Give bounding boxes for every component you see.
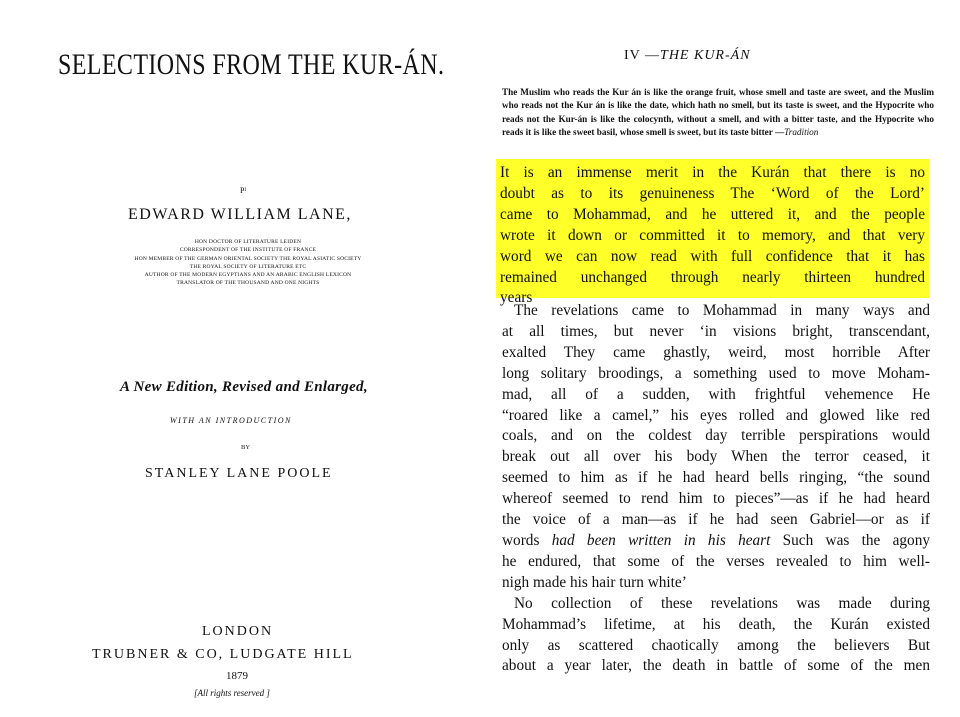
body-line: mad, all of a sudden, with frightful vehemence He: [502, 385, 930, 403]
highlight-line: remained unchanged through nearly thirteen hundred: [500, 268, 925, 286]
body-line: Mohammad’s lifetime, at his death, the Kurán existed: [502, 615, 930, 633]
body-line: the voice of a man—as if he had seen Gabriel—or as if: [502, 511, 930, 529]
publisher-name: TRUBNER & CO, LUDGATE HILL: [92, 647, 354, 662]
body-line: only as scattered chaotically among the believers But: [502, 636, 930, 654]
publication-year: 1879: [226, 670, 248, 682]
credential-line: THE ROYAL SOCIETY OF LITERATURE ETC: [189, 263, 307, 270]
credential-line: HON DOCTOR OF LITERATURE LEIDEN: [194, 239, 302, 245]
body-line: he endured, that some of the verses revealed to him well-: [502, 552, 930, 570]
rights-notice: [All rights reserved ]: [194, 688, 270, 698]
highlight-line: It is an immense merit in the Kurán that there is no: [500, 164, 925, 181]
quote-attribution: Tradition: [784, 127, 819, 138]
highlight-line: doubt as to its genuineness The ‘Word of the Lord’: [500, 184, 925, 202]
body-line: No collection of these revelations was made during: [514, 594, 930, 612]
body-line-with-italic: [502, 531, 930, 552]
edition-note: A New Edition, Revised and Enlarged,: [120, 379, 368, 395]
words-prefix: words: [502, 531, 552, 549]
body-line: nigh made his hair turn white’: [502, 573, 687, 591]
author-credentials: [108, 238, 388, 288]
credential-line: AUTHOR OF THE MODERN EGYPTIANS AND AN ARABIC ENGLISH LEXICON: [144, 272, 352, 279]
by-label-editor: BY: [241, 444, 251, 451]
quote-text: The Muslim who reads the Kur án is like the orange fruit, whose smell and taste are sweet, and the Muslim who reads not the Kur án is like the date, which hath no smell, but its taste is sweet, and the Hypocrite who reads not the Kur-án is like the colocynth, without a smell, and with a bitter taste, and the Hypocrite who reads it is like the sweet basil, whose smell is sweet, but its taste bitter —: [502, 87, 934, 138]
chapter-number: IV —: [624, 48, 661, 63]
body-line: The revelations came to Mohammad in many ways and: [514, 302, 930, 319]
body-line: exalted They came ghastly, weird, most horrible After: [502, 343, 930, 361]
publication-place: LONDON: [202, 624, 274, 639]
introduction-note: WITH AN INTRODUCTION: [170, 416, 292, 425]
after-italic: Such was the agony: [770, 531, 930, 549]
body-line: seemed to him as if he had heard bells ringing, “the sound: [502, 469, 930, 487]
text-page: [490, 0, 960, 717]
highlight-line: years: [500, 289, 533, 307]
book-title: SELECTIONS FROM THE KUR-ÁN.: [58, 48, 445, 81]
body-text: [502, 301, 930, 677]
credential-line: CORRESPONDENT OF THE INSTITUTE OF FRANCE: [179, 247, 317, 254]
highlight-line: came to Mohammad, and he uttered it, and the people: [500, 205, 925, 223]
highlight-line: word we can now read with full confidence that it has: [500, 247, 925, 265]
body-line: whereof seemed to rend him to pieces”—as if he had heard: [502, 490, 930, 508]
body-line: about a year later, the death in battle of some of the men: [502, 657, 930, 675]
italic-phrase: had been written in his heart: [551, 531, 771, 549]
credential-line: HON MEMBER OF THE GERMAN ORIENTAL SOCIETY THE ROYAL ASIATIC SOCIETY: [134, 255, 362, 262]
body-line: at all times, but never ‘in visions bright, transcendant,: [502, 322, 930, 340]
body-line: coals, and on the coldest day terrible perspirations would: [502, 427, 930, 445]
author-name: EDWARD WILLIAM LANE,: [128, 206, 352, 223]
body-line: long solitary broodings, a something used to move Moham-: [502, 364, 930, 382]
editor-name: STANLEY LANE POOLE: [145, 466, 333, 481]
highlight-line: wrote it down or committed it to memory, and that very: [500, 226, 925, 244]
epigraph-quote: [502, 86, 934, 140]
credential-line: TRANSLATOR OF THE THOUSAND AND ONE NIGHTS: [176, 280, 320, 287]
body-line: break out all over his body When the terror ceased, it: [502, 448, 930, 466]
body-line: “roared like a camel,” his eyes rolled and glowed like red: [502, 406, 930, 424]
by-label: Pᴵ: [240, 186, 247, 195]
running-head: [624, 48, 751, 64]
highlighted-passage: [496, 159, 929, 307]
chapter-title: THE KUR-ÁN: [660, 48, 751, 63]
